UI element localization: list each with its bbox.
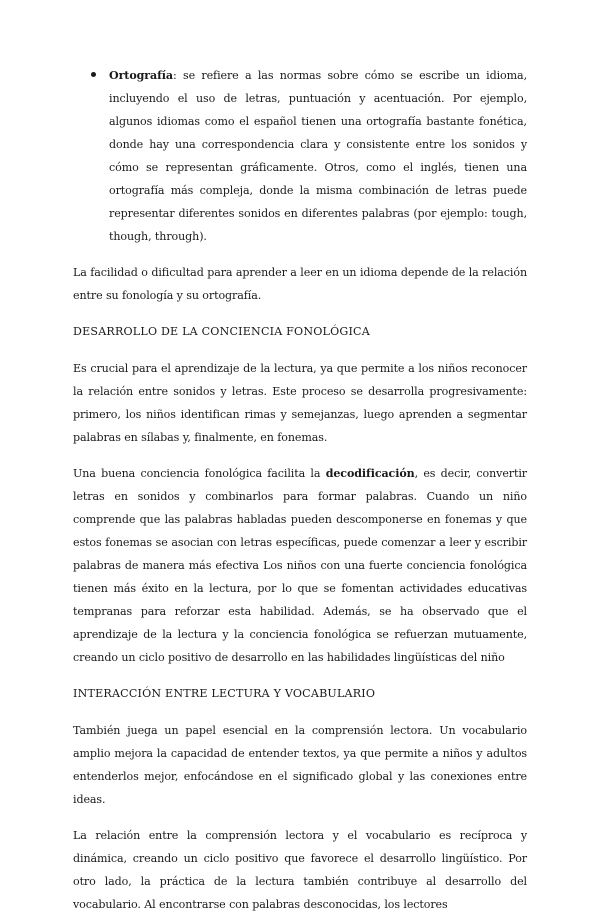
section1-paragraph-1: Es crucial para el aprendizaje de la lectura, ya que permite a los niños reconocer la relación entre sonidos y letras. Este proceso se desarrolla progresivamente: primero, los niños identifican rimas y semejanzas, luego aprenden a segmentar palabras en sílabas y, finalmente, en fonemas. — [73, 362, 527, 444]
section2-paragraph-2: La relación entre la comprensión lectora y el vocabulario es recíproca y dinámica, creando un ciclo positivo que favorece el desarrollo lingüístico. Por otro lado, la práctica de la lectura también contribuye al desarrollo del vocabulario. Al encontrarse con palabras desconocidas, los lectores — [73, 829, 527, 911]
bullet-text: : se refiere a las normas sobre cómo se escribe un idioma, incluyendo el uso de letras, puntuación y acentuación. Por ejemplo, algunos idiomas como el español tienen una ortografía bastante fonética, donde hay una correspondencia clara y consistente entre los sonidos y cómo se representan gráficamente. Otros, como el inglés, tienen una ortografía más compleja, donde la misma combinación de letras puede representar diferentes sonidos en diferentes palabras (por ejemplo: tough, though, through). — [109, 69, 527, 243]
section2-paragraph-1: También juega un papel esencial en la comprensión lectora. Un vocabulario amplio mejora la capacidad de entender textos, ya que permite a niños y adultos entenderlos mejor, enfocándose en el significado global y las conexiones entre ideas. — [73, 724, 527, 806]
bullet-icon — [91, 72, 96, 77]
section1-paragraph-2 — [73, 462, 527, 669]
bold-term-decodificacion: decodificación — [325, 467, 415, 480]
bullet-paragraph — [109, 64, 527, 248]
p2-before: Una buena conciencia fonológica facilita la — [73, 467, 326, 480]
p2-after: , es decir, convertir letras en sonidos y combinarlos para formar palabras. Cuando un niño comprende que las palabras habladas pueden descomponerse en fonemas y que estos fonemas se asocian con letras específicas, puede comenzar a leer y escribir palabras de manera más efectiva Los niños con una fuerte conciencia fonológica tienen más éxito en la lectura, por lo que se fomentan actividades educativas tempranas para reforzar esta habilidad. Además, se ha observado que el aprendizaje de la lectura y la conciencia fonológica se refuerzan mutuamente, creando un ciclo positivo de desarrollo en las habilidades lingüísticas del niño — [73, 467, 527, 664]
section-heading-conciencia: DESARROLLO DE LA CONCIENCIA FONOLÓGICA — [73, 325, 370, 338]
section-heading-vocabulario: INTERACCIÓN ENTRE LECTURA Y VOCABULARIO — [73, 687, 376, 700]
intro-paragraph: La facilidad o dificultad para aprender a leer en un idioma depende de la relación entre su fonología y su ortografía. — [73, 266, 527, 302]
bullet-term: Ortografía — [109, 69, 173, 82]
list-item-ortografia — [73, 64, 527, 248]
